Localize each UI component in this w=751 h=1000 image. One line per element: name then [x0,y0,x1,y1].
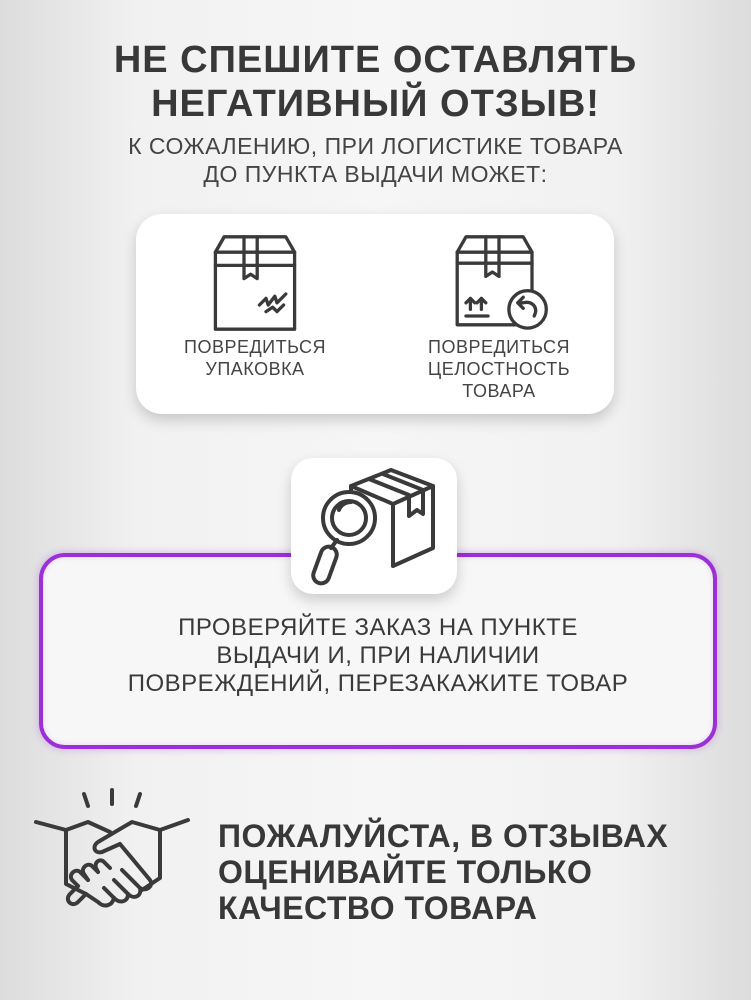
damage-label-packaging: ПОВРЕДИТЬСЯ УПАКОВКА [184,337,326,379]
subheading [0,132,751,188]
damage-label-integrity: ПОВРЕДИТЬСЯ ЦЕЛОСТНОСТЬ ТОВАРА [427,337,571,401]
magnifier-box-icon [311,464,439,590]
subheading-line-2: ДО ПУНКТА ВЫДАЧИ МОЖЕТ: [203,161,548,187]
damage-card [136,214,614,414]
headline-line-2: НЕГАТИВНЫЙ ОТЗЫВ! [151,83,600,125]
handshake-icon [32,788,192,940]
box-return-icon [444,228,554,338]
headline [0,38,751,126]
review-request-text: ПОЖАЛУЙСТА, В ОТЗЫВАХ ОЦЕНИВАЙТЕ ТОЛЬКО КАЧЕСТВО ТОВАРА [218,818,669,926]
check-order-text: ПРОВЕРЯЙТЕ ЗАКАЗ НА ПУНКТЕ ВЫДАЧИ И, ПРИ НАЛИЧИИ ПОВРЕЖДЕНИЙ, ПЕРЕЗАКАЖИТЕ ТОВАР [127,614,629,697]
headline-line-1: НЕ СПЕШИТЕ ОСТАВЛЯТЬ [113,39,638,81]
inspect-icon-card [291,458,457,594]
subheading-line-1: К СОЖАЛЕНИЮ, ПРИ ЛОГИСТИКЕ ТОВАРА [128,133,623,159]
damaged-box-icon [200,228,310,338]
